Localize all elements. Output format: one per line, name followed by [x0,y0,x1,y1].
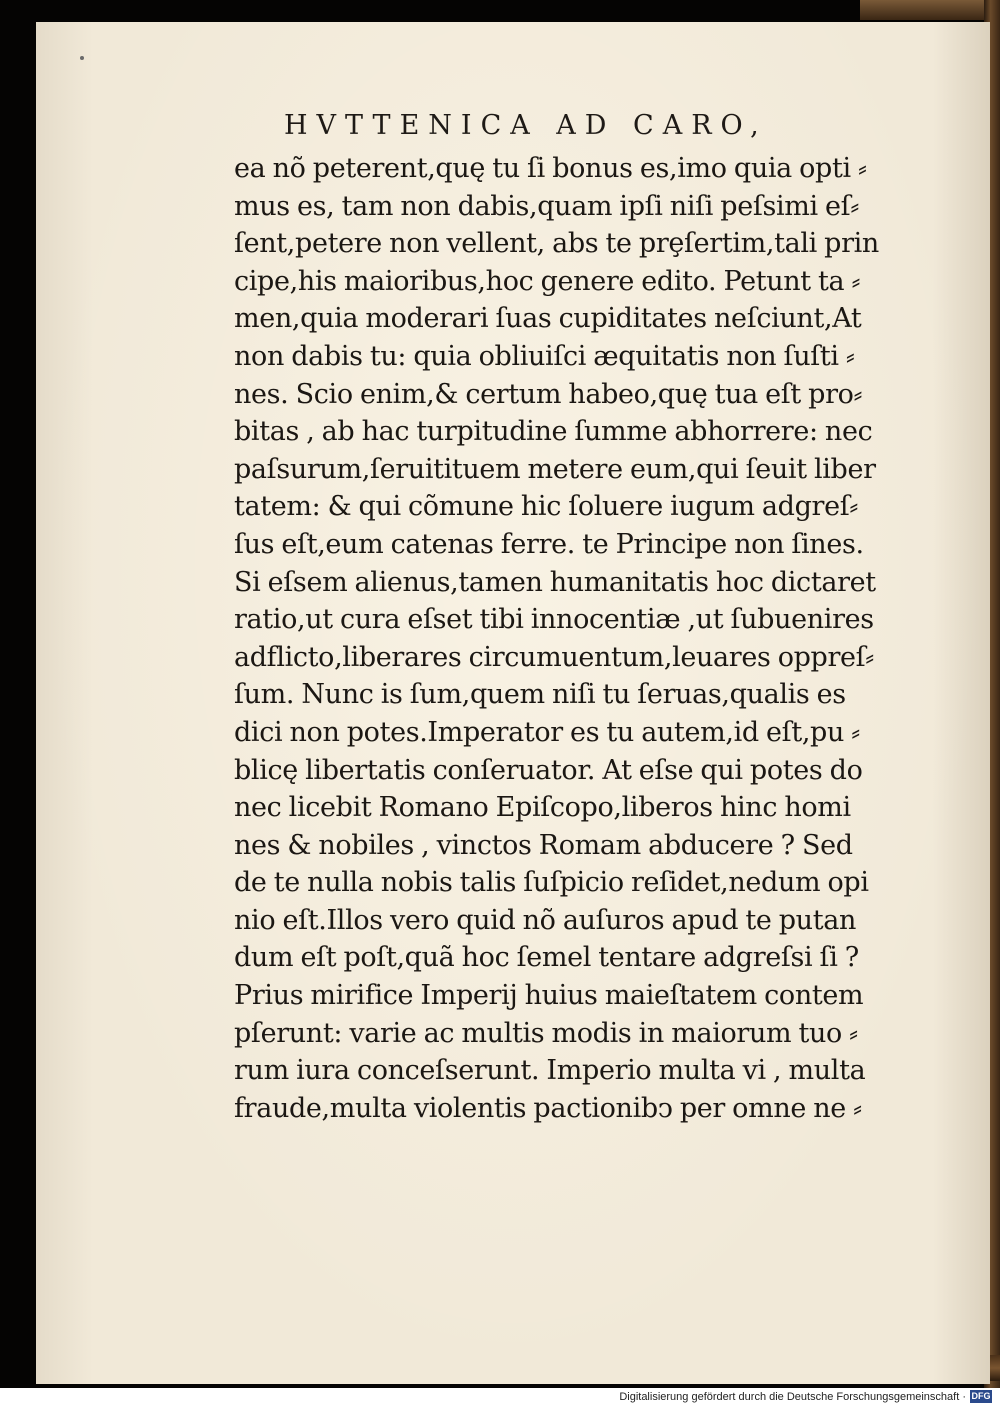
text-line: adflicto,liberares circumuentum,leuares oppreſ⸗ [234,641,874,673]
text-line: blicę libertatis conſeruator. At eſse qui potes do [234,754,863,786]
text-line: Prius mirifice Imperij huius maieſtatem contem [234,980,864,1012]
text-line: fraude,multa violentis pactionibↄ per omne ne ⸗ [234,1092,862,1124]
text-line: nio eſt.Illos vero quid nõ auſuros apud te putan [234,904,857,936]
text-line: rum iura conceſserunt. Imperio multa vi , multa [234,1055,866,1087]
text-line: bitas , ab hac turpitudine ſumme abhorrere: nec [234,416,873,448]
text-line: cipe,his maioribus,hoc genere edito. Petunt ta ⸗ [234,265,861,297]
text-line: ratio,ut cura eſset tibi innocentiæ ,ut ſubuenires [234,604,874,636]
text-line: nec licebit Romano Epiſcopo,liberos hinc homi [234,792,851,824]
funding-credit: Digitalisierung gefördert durch die Deutsche Forschungsgemeinschaft · [619,1391,966,1403]
text-line: tatem: & qui cõmune hic ſoluere iugum adgreſ⸗ [234,491,858,523]
text-line: non dabis tu: quia obliuiſci æquitatis non ſuſti ⸗ [234,340,855,372]
text-line: pſerunt: varie ac multis modis in maiorum tuo ⸗ [234,1017,858,1049]
text-line: ea nõ peterent,quę tu ſi bonus es,imo quia opti ⸗ [234,153,867,184]
text-line: de te nulla nobis talis ſuſpicio reſidet,nedum opi [234,867,869,899]
dfg-logo: DFG [971,1391,991,1401]
text-line: mus es, tam non dabis,quam ipſi niſi peſsimi eſ⸗ [234,190,859,222]
text-line: ſent,petere non vellent, abs te prȩſertim,tali prin [234,228,879,260]
text-line: nes & nobiles , vinctos Romam abducere ? Sed [234,829,853,861]
text-line: dici non potes.Imperator es tu autem,id eſt,pu ⸗ [234,716,860,748]
text-line: ſus eſt,eum catenas ferre. te Principe non ſines. [234,528,864,560]
book-edge-top [860,0,1000,20]
page-mark [80,56,84,60]
text-block [234,150,894,1127]
text-line: ſum. Nunc is ſum,quem niſi tu ſeruas,qualis es [234,679,846,711]
text-line: dum eſt poſt,quã hoc ſemel tentare adgreſsi ſi ? [234,942,859,974]
text-line: nes. Scio enim,& certum habeo,quę tua eſt pro⸗ [234,378,863,410]
text-line: paſsurum,ſeruitituem metere eum,qui ſeuit liber [234,453,876,485]
text-line: Si eſsem alienus,tamen humanitatis hoc dictaret [234,566,876,598]
text-line: men,quia moderari ſuas cupiditates neſciunt,At [234,303,862,335]
running-head: HVTTENICA AD CARO, [284,110,768,141]
